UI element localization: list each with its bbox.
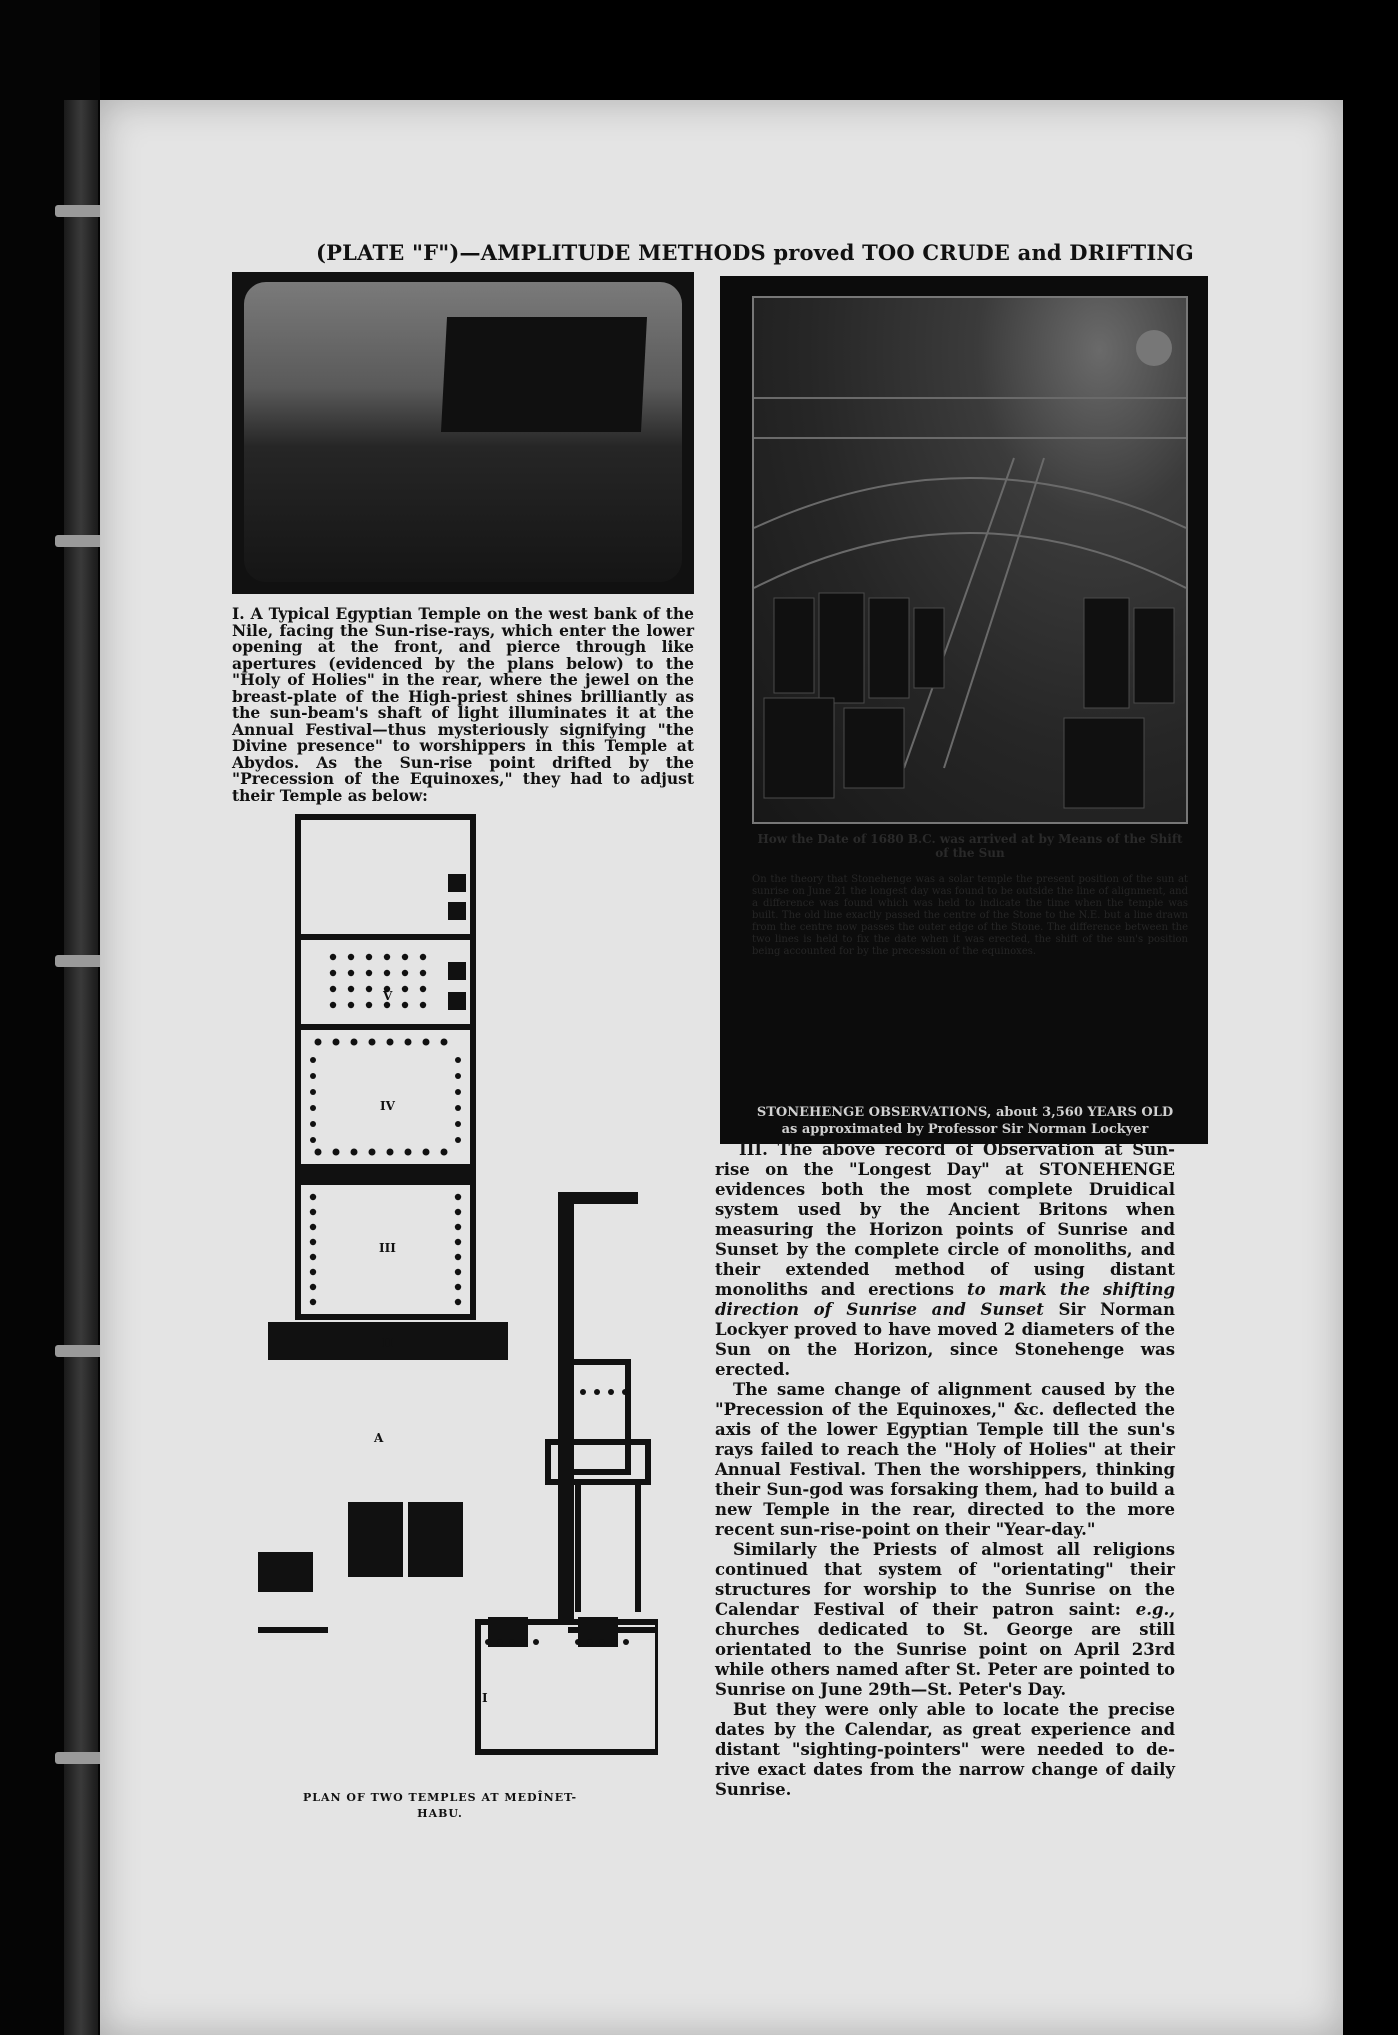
plan-caption-line2: HABU. (417, 1807, 463, 1820)
plate-heading: (PLATE "F")—AMPLITUDE METHODS proved TOO CRUDE and DRIFTING (316, 240, 1194, 265)
temple-plan-diagram (238, 802, 658, 1762)
paragraph-emphasis: to mark the shifting direction of Sunrise and Sunset (715, 1280, 1175, 1319)
body-text-column (715, 1140, 1175, 1800)
stonehenge-caption (722, 1104, 1208, 1138)
plan-label-iv: IV (380, 1099, 395, 1113)
paragraph-text: churches dedicated to St. George are still orientated to the Sunrise point on April 23rd while others named after St. Peter are pointed to Sunrise on June 29th—St. Peter's Day. (715, 1620, 1175, 1699)
paragraph-calendar: But they were only able to locate the precise dates by the Calendar, as great experience and distant "sighting-pointers" were needed to de-rive exact dates from the narrow change of daily Sunrise. (715, 1700, 1175, 1799)
stonehenge-caption-line2: as approximated by Professor Sir Norman Lockyer (781, 1122, 1149, 1137)
temple-caption: I. A Typical Egyptian Temple on the west bank of the Nile, facing the Sun-rise-rays, which enter the lower opening at the front, and pierce through like apertures (evidenced by the plans below) to the "Holy of Holies" in the rear, where the jewel on the breast-plate of the High-priest shines brilliantly as the sun-beam's shaft of light illuminates it at the Annual Festival—thus mysteriously signifying "the Divine presence" to worshippers in this Temple at Abydos. As the Sun-rise point drifted by the "Precession of the Equinoxes," they had to adjust their Temple as below: (232, 604, 694, 805)
stonehenge-inner-title: How the Date of 1680 B.C. was arrived at by Means of the Shift of the Sun (757, 832, 1183, 860)
egyptian-temple-photo (232, 272, 694, 594)
paragraph-text: Similarly the Priests of almost all religions continued that system of "orientating" their structures for worship to the Sunrise on the Calendar Festival of their patron saint: (715, 1540, 1175, 1619)
paragraph-priests (715, 1540, 1175, 1700)
plan-label-v: V (383, 989, 393, 1003)
paragraph-stonehenge (715, 1140, 1175, 1380)
stonehenge-inner-text: On the theory that Stonehenge was a solar temple the present position of the sun at sunrise on June 21 the longest day was found to be outside the line of alignment, and a difference was found which was held to indicate the time when the temple was built. The old line exactly passed the centre of the Stone to the N.E. but a line drawn from the centre now passes the outer edge of the Stone. The difference between the two lines is held to fix the date when it was erected, the shift of the sun's position being accounted for by the precession of the equinoxes. (752, 874, 1188, 957)
paragraph-text: Sir Norman Lockyer proved to have moved 2 diameters of the Sun on the Horizon, since Stonehenge was erected. (715, 1300, 1175, 1379)
plan-caption-line1: PLAN OF TWO TEMPLES AT MEDÎNET- (302, 1791, 578, 1804)
plan-label-a: A (374, 1431, 384, 1445)
paragraph-emphasis: e.g., (1135, 1600, 1175, 1619)
plan-caption (255, 1790, 625, 1822)
plan-label-i: I (482, 1691, 488, 1705)
stonehenge-drawing (752, 296, 1188, 824)
stonehenge-caption-line1: STONEHENGE OBSERVATIONS, about 3,560 YEARS OLD (756, 1105, 1174, 1120)
paragraph-text: III. The above record of Observation at Sun-rise on the "Longest Day" at STONEHENGE evidences both the most complete Druidical system used by the Ancient Britons when measuring the Horizon points of Sunrise and Sunset by the complete circle of monoliths, and their extended method of using distant monoliths and erections (715, 1140, 1175, 1299)
paragraph-precession: The same change of alignment caused by the "Precession of the Equinoxes," &c. deflected the axis of the lower Egyptian Temple till the sun's rays failed to reach the "Holy of Holies" at their Annual Festival. Then the worshippers, thinking their Sun-god was forsaking them, had to build a new Temple in the rear, directed to the more recent sun-rise-point on their "Year-day." (715, 1380, 1175, 1539)
plan-label-ii: II (382, 1336, 394, 1350)
plan-label-iii: III (379, 1241, 396, 1255)
binding-bar (64, 100, 98, 2035)
